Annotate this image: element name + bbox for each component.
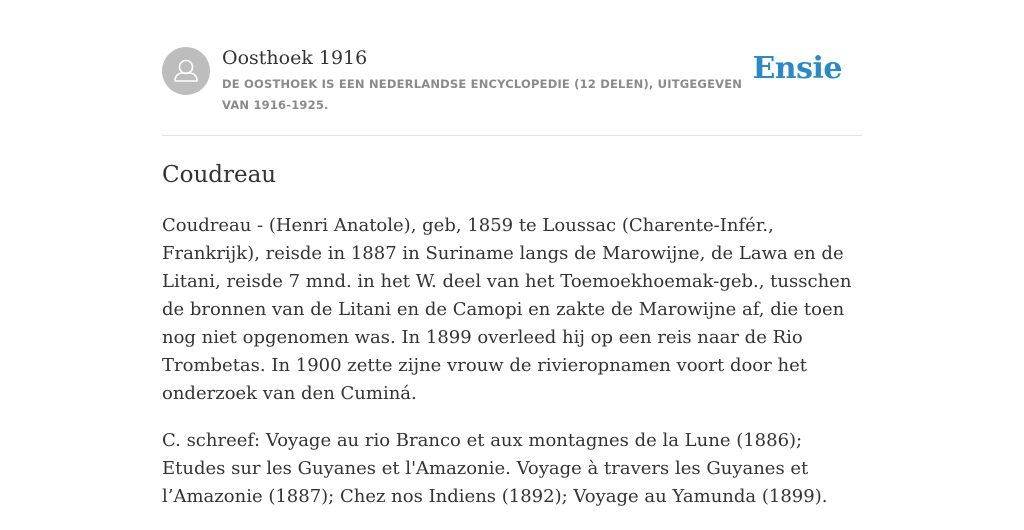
entry-body — [162, 212, 867, 530]
entry-title: Coudreau — [162, 162, 277, 188]
source-header — [162, 45, 862, 135]
source-title[interactable]: Oosthoek 1916 — [222, 47, 368, 69]
user-icon — [162, 47, 210, 95]
entry-paragraph: C. schreef: Voyage au rio Branco et aux montagnes de la Lune (1886); Etudes sur les Guyanes et l'Amazonie. Voyage à travers les Guyanes et l’Amazonie (1887); Chez nos Indiens (1892); Voyage au Yamunda (1899). — [162, 430, 828, 507]
entry-paragraph: Coudreau - (Henri Anatole), geb, 1859 te Loussac (Charente-Infér., Frankrijk), reisde in 1887 in Suriname langs de Marowijne, de Lawa en de Litani, reisde 7 mnd. in het W. deel van het Toemoekhoemak-geb., tusschen de bronnen van de Litani en de Camopi en zakte de Marowijne af, die toen nog niet opgenomen was. In 1899 overleed hij op een reis naar de Rio Trombetas. In 1900 zette zijne vrouw de rivieropnamen voort door het onderzoek van den Cuminá. — [162, 215, 852, 404]
avatar[interactable] — [162, 47, 210, 95]
source-description: DE OOSTHOEK IS EEN NEDERLANDSE ENCYCLOPEDIE (12 DELEN), UITGEGEVEN VAN 1916-1925. — [222, 77, 743, 112]
brand-logo[interactable]: Ensie — [752, 51, 842, 86]
divider — [162, 135, 862, 136]
